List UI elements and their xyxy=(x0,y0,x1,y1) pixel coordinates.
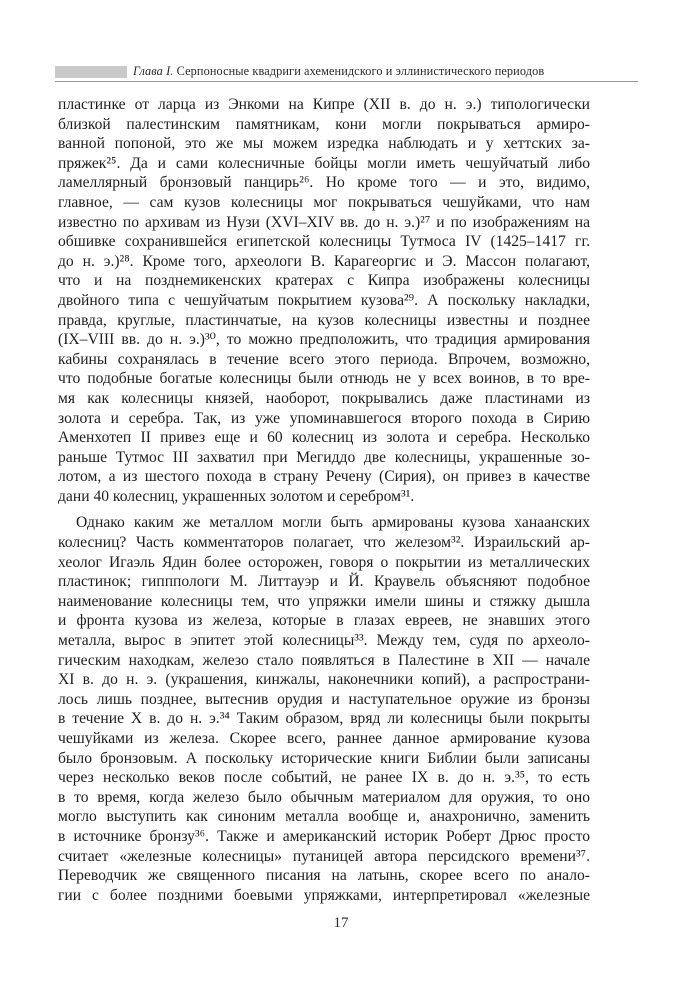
text-line: дани 40 колесниц, украшенных золотом и серебром³¹. xyxy=(58,487,415,505)
text-line: Однако каким же металлом могли быть армированы кузова ханаанских xyxy=(76,514,590,532)
text-line: пластинок; гипппологи М. Литтауэр и Й. Краувель объясняют подобное xyxy=(58,573,590,591)
text-line: золота и серебра. Так, из уже упоминавшегося второго похода в Сирию xyxy=(58,409,590,427)
text-line: XI в. до н. э. (украшения, кинжалы, наконечники копий), а распространи- xyxy=(58,671,590,689)
text-line: и фронта кузова из железа, которые в глазах евреев, не знавших этого xyxy=(58,612,590,630)
chapter-label: Глава I. xyxy=(133,64,174,78)
text-line: Переводчик же священного писания на латынь, скорее всего по анало- xyxy=(58,867,590,885)
text-line: хеолог Игаэль Ядин более осторожен, говоря о покрытии из металлических xyxy=(58,553,590,571)
text-line: обшивке сохранившейся египетской колесницы Тутмоса IV (1425–1417 гг. xyxy=(58,233,590,251)
text-line: ванной попоной, это же мы можем изредка наблюдать и у хеттских за- xyxy=(58,135,590,153)
text-line: в течение X в. до н. э.³⁴ Таким образом, вряд ли колесницы были покрыты xyxy=(58,710,590,728)
text-line: лотом, а из шестого похода в страну Речену (Сирия), он привез в качестве xyxy=(58,468,590,486)
text-line: правда, круглые, пластинчатые, на кузов колесницы известны и позднее xyxy=(58,311,590,329)
text-line: кабины сохранялась в течение всего этого периода. Впрочем, возможно, xyxy=(58,350,590,368)
paragraph-gap xyxy=(58,506,590,513)
text-line: через несколько веков после событий, не ранее IX в. до н. э.³⁵, то есть xyxy=(58,769,590,787)
text-line: в то время, когда железо было обычным материалом для оружия, то оно xyxy=(58,788,590,806)
text-line: чешуйками из железа. Скорее всего, раннее данное армирование кузова xyxy=(58,730,590,747)
text-line: ламеллярный бронзовый панцирь²⁶. Но кроме того — и это, видимо, xyxy=(58,174,590,192)
text-line: гии с более поздними боевыми упряжками, интерпретировал «железные xyxy=(58,886,590,904)
body-text xyxy=(58,95,590,905)
text-line: могло выступить как синоним металла вообще и, анахронично, заменить xyxy=(58,808,590,826)
text-line: считает «железные колесницы» путаницей автора персидского времени³⁷. xyxy=(58,847,590,865)
header-rule xyxy=(55,81,638,82)
text-line: близкой палестинским памятникам, кони могли покрываться армиро- xyxy=(58,115,590,133)
text-line: металла, вырос в эпитет этой колесницы³³. Между тем, судя по археоло- xyxy=(58,632,590,650)
text-line: Аменхотеп II привез еще и 60 колесниц из золота и серебра. Несколько xyxy=(58,429,590,447)
text-line: гическим находкам, железо стало появляться в Палестине в XII — начале xyxy=(58,651,590,669)
header-decorative-bar xyxy=(55,66,127,78)
paragraph xyxy=(58,513,590,905)
text-line: в источнике бронзу³⁶. Также и американский историк Роберт Дрюс просто xyxy=(58,827,590,845)
text-line: пластинке от ларца из Энкоми на Кипре (XII в. до н. э.) типологически xyxy=(58,96,590,113)
text-line: известно по архивам из Нузи (XVI–XIV вв. до н. э.)²⁷ и по изображениям на xyxy=(58,213,590,231)
text-line: раньше Тутмос III захватил при Мегиддо две колесницы, украшенные зо- xyxy=(58,448,590,466)
page-number: 17 xyxy=(333,915,349,931)
text-line: колесниц? Часть комментаторов полагает, что железом³². Израильский ар- xyxy=(58,534,590,552)
text-line: до н. э.)²⁸. Кроме того, археологи В. Карагеоргис и Э. Массон полагают, xyxy=(58,252,590,270)
text-line: было бронзовым. А поскольку исторические книги Библии были записаны xyxy=(58,749,590,767)
text-line: лось лишь позднее, вытеснив орудия и наступательное оружие из бронзы xyxy=(58,690,590,708)
text-line: двойного типа с чешуйчатым покрытием кузова²⁹. А поскольку накладки, xyxy=(58,291,590,309)
text-line: что подобные богатые колесницы были отнюдь не у всех воинов, в то вре- xyxy=(58,370,590,388)
text-line: наименование колесницы тем, что упряжки имели шины и стяжку дышла xyxy=(58,592,590,610)
paragraph xyxy=(58,95,590,506)
text-line: главное, — сам кузов колесницы мог покрываться чешуйками, что нам xyxy=(58,193,590,211)
text-line: мя как колесницы князей, наоборот, покрывались даже пластинами из xyxy=(58,389,590,407)
running-header xyxy=(133,63,638,79)
text-line: (IX–VIII вв. до н. э.)³⁰, то можно предположить, что традиция армирования xyxy=(58,331,590,349)
text-line: что и на позднемикенских кратерах с Кипра изображены колесницы xyxy=(58,272,590,290)
chapter-title: Серпоносные квадриги ахеменидского и эллинистического периодов xyxy=(176,64,545,78)
text-line: пряжек²⁵. Да и сами колесничные бойцы могли иметь чешуйчатый либо xyxy=(58,154,590,172)
